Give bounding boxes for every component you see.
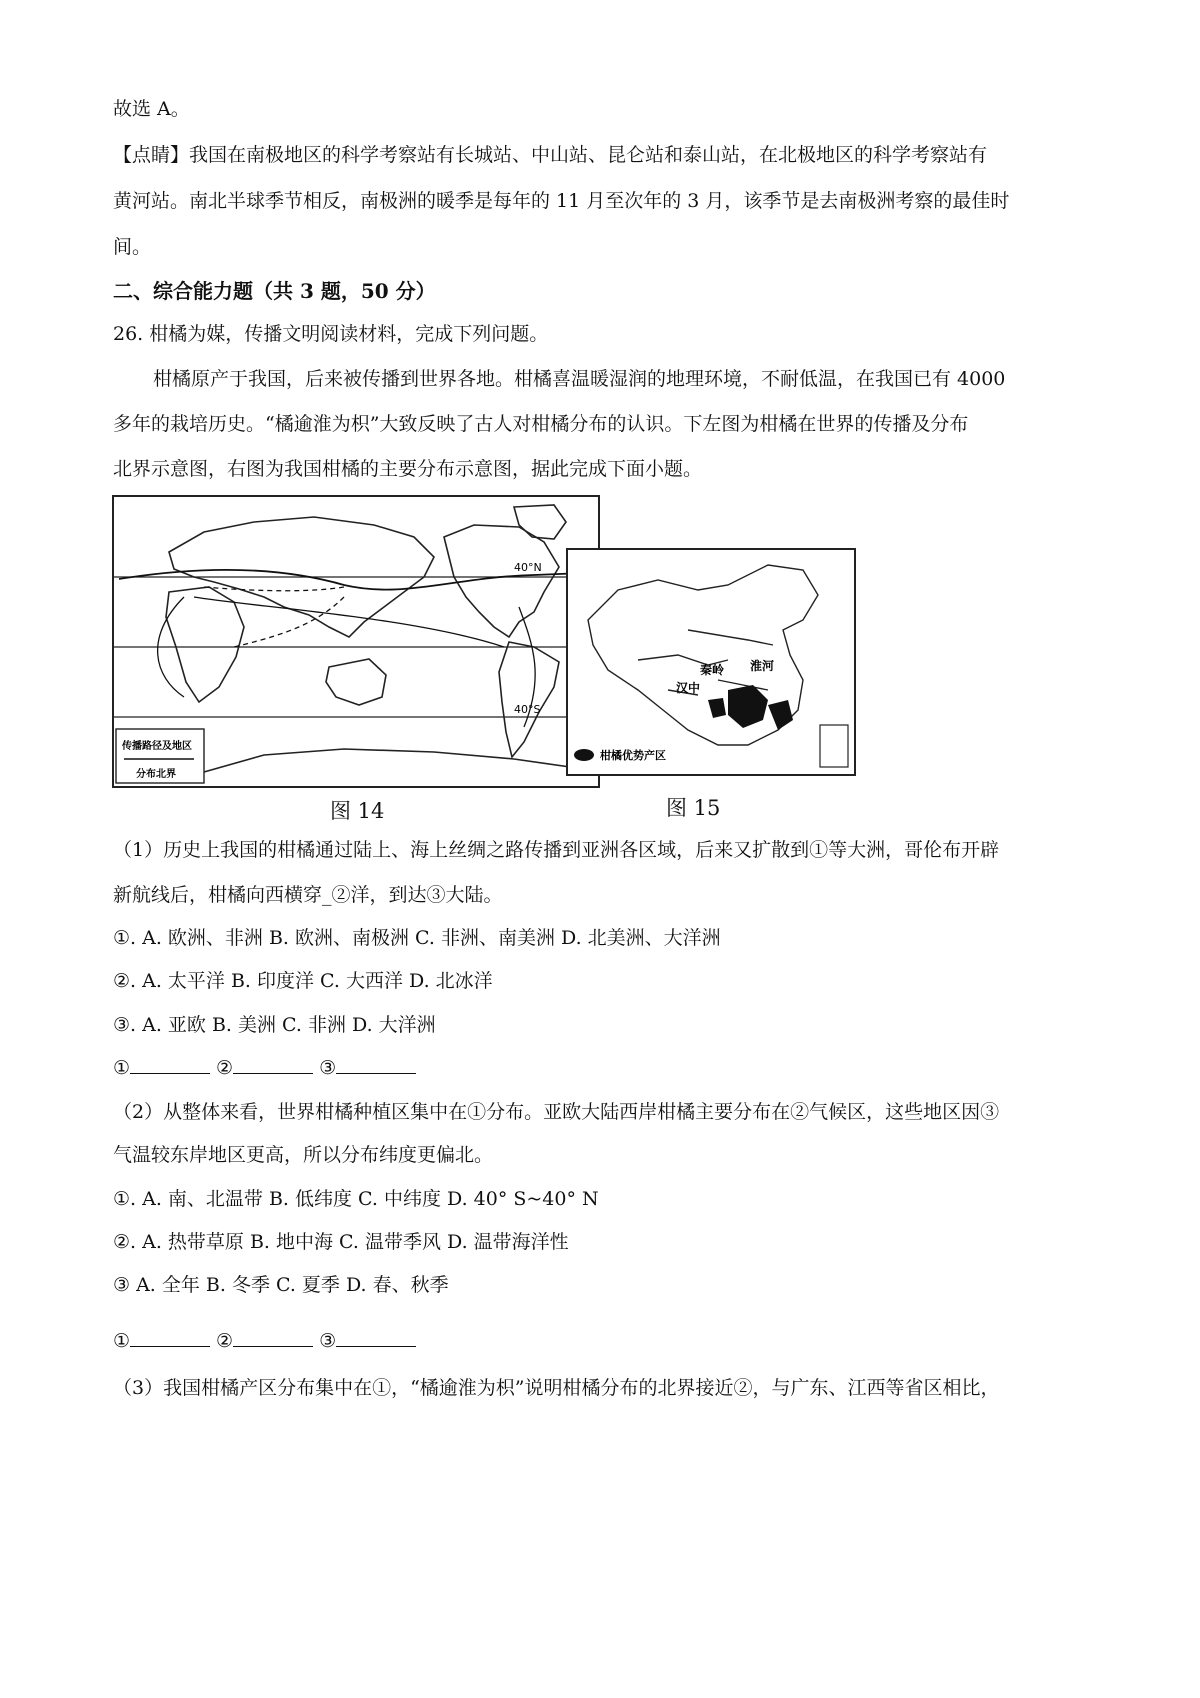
legend-citrus-area: 柑橘优势产区: [600, 749, 666, 762]
answer-blank-3[interactable]: [336, 1055, 416, 1074]
section-heading: 二、综合能力题（共 3 题，50 分）: [113, 279, 436, 303]
lat-south-label: 40°S: [514, 703, 541, 716]
option-line: ①. A. 欧洲、非洲 B. 欧洲、南极洲 C. 非洲、南美洲 D. 北美洲、大洋洲: [113, 927, 721, 949]
answer-blanks: [113, 1328, 1103, 1354]
text-line: 【点睛】我国在南极地区的科学考察站有长城站、中山站、昆仑站和泰山站，在北极地区的科学考察站有: [113, 144, 988, 166]
figure-14-caption: 图 14: [330, 799, 385, 823]
figure-15-caption: 图 15: [666, 796, 721, 820]
answer-blank-2[interactable]: [233, 1055, 313, 1074]
subquestion-line: 新航线后，柑橘向西横穿_②洋，到达③大陆。: [113, 884, 503, 906]
label-hanzhong: 汉中: [676, 681, 701, 695]
text-line: 间。: [113, 236, 152, 258]
answer-mark-3: ③: [319, 1057, 337, 1079]
answer-mark-2: ②: [216, 1057, 234, 1079]
answer-mark-1: ①: [113, 1057, 131, 1079]
answer-mark-3: ③: [319, 1330, 337, 1352]
paragraph-line: 多年的栽培历史。“橘逾淮为枳”大致反映了古人对柑橘分布的认识。下左图为柑橘在世界的传播及分布: [113, 413, 969, 435]
lat-north-label: 40°N: [514, 561, 542, 574]
question-title: 26. 柑橘为媒，传播文明阅读材料，完成下列问题。: [113, 323, 549, 345]
subquestion-line: 气温较东岸地区更高，所以分布纬度更偏北。: [113, 1144, 494, 1166]
figure-14-world-map: [112, 495, 600, 788]
citrus-area-shapes: [708, 685, 793, 730]
paragraph-line: 柑橘原产于我国，后来被传播到世界各地。柑橘喜温暖湿润的地理环境，不耐低温，在我国已有 4000: [153, 368, 1006, 390]
legend-boundary-label: 分布北界: [136, 769, 176, 780]
option-line: ②. A. 热带草原 B. 地中海 C. 温带季风 D. 温带海洋性: [113, 1231, 569, 1253]
option-line: ③ A. 全年 B. 冬季 C. 夏季 D. 春、秋季: [113, 1274, 449, 1296]
option-line: ①. A. 南、北温带 B. 低纬度 C. 中纬度 D. 40° S~40° N: [113, 1188, 599, 1210]
subquestion-line: （2）从整体来看，世界柑橘种植区集中在①分布。亚欧大陆西岸柑橘主要分布在②气候区，这些地区因③: [113, 1101, 1000, 1123]
answer-blanks: [113, 1055, 1103, 1081]
text-line: 故选 A。: [113, 98, 190, 120]
answer-mark-1: ①: [113, 1330, 131, 1352]
label-qinling: 秦岭: [700, 663, 725, 677]
text-line: 黄河站。南北半球季节相反，南极洲的暖季是每年的 11 月至次年的 3 月，该季节是去南极洲考察的最佳时: [113, 190, 1010, 212]
answer-mark-2: ②: [216, 1330, 234, 1352]
legend-route-label: 传播路径及地区: [122, 741, 192, 752]
option-line: ③. A. 亚欧 B. 美洲 C. 非洲 D. 大洋洲: [113, 1014, 436, 1036]
label-huaihe: 淮河: [750, 659, 775, 673]
answer-blank-1[interactable]: [130, 1055, 210, 1074]
world-map-drawing: [114, 497, 598, 786]
subquestion-line: （3）我国柑橘产区分布集中在①，“橘逾淮为枳”说明柑橘分布的北界接近②，与广东、江西等省区相比，: [113, 1377, 1000, 1399]
answer-blank-3[interactable]: [336, 1328, 416, 1347]
subquestion-line: （1）历史上我国的柑橘通过陆上、海上丝绸之路传播到亚洲各区域，后来又扩散到①等大洲，哥伦布开辟: [113, 839, 1000, 861]
china-map-drawing: [568, 550, 854, 774]
answer-blank-1[interactable]: [130, 1328, 210, 1347]
paragraph-line: 北界示意图，右图为我国柑橘的主要分布示意图，据此完成下面小题。: [113, 458, 703, 480]
figure-15-china-map: [566, 548, 856, 776]
answer-blank-2[interactable]: [233, 1328, 313, 1347]
option-line: ②. A. 太平洋 B. 印度洋 C. 大西洋 D. 北冰洋: [113, 970, 493, 992]
